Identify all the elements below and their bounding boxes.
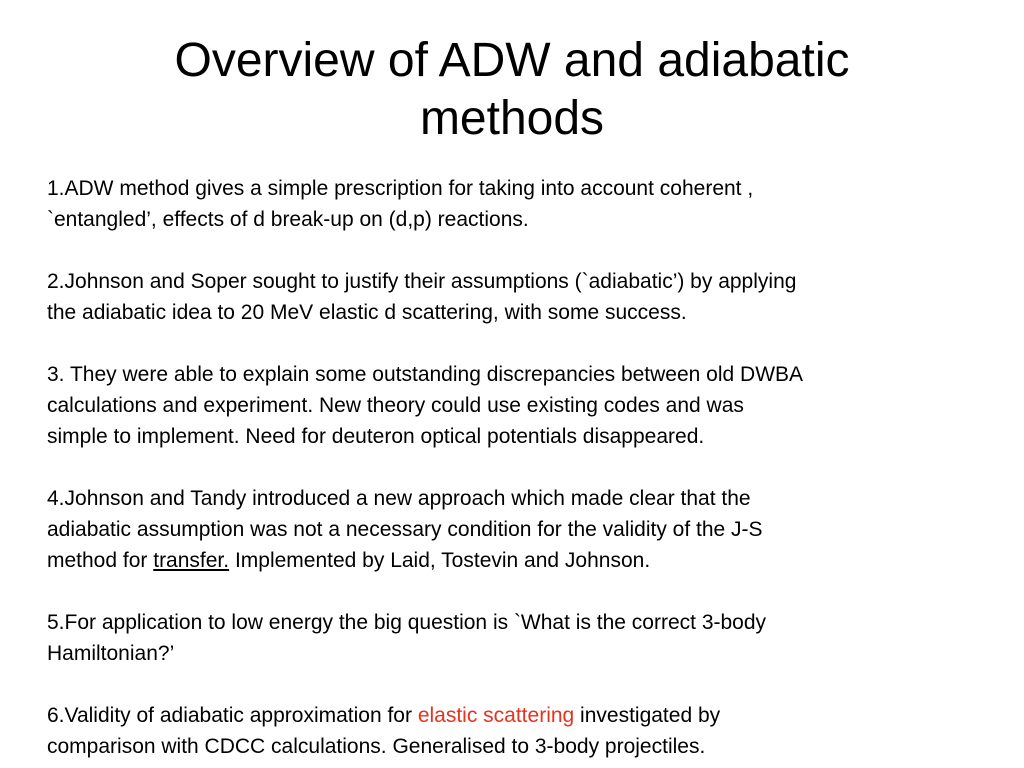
point-3-line-2: calculations and experiment. New theory could use existing codes and was	[47, 394, 744, 417]
elastic-scattering-highlight: elastic scattering	[417, 704, 575, 727]
point-1	[47, 173, 987, 235]
point-6-line-2: comparison with CDCC calculations. Generalised to 3-body projectiles.	[47, 735, 706, 758]
point-4-line-2: adiabatic assumption was not a necessary condition for the validity of the J-S	[47, 518, 763, 541]
point-6-line-1-prefix: 6.Validity of adiabatic approximation for	[47, 704, 418, 727]
title-line-1: Overview of ADW and adiabatic	[174, 34, 850, 87]
point-4-line-3	[47, 545, 987, 576]
point-3-line-3: simple to implement. Need for deuteron optical potentials disappeared.	[47, 425, 705, 448]
point-4-line-1: 4.Johnson and Tandy introduced a new approach which made clear that the	[47, 487, 751, 510]
point-2	[47, 266, 987, 328]
point-1-line-1: 1.ADW method gives a simple prescription for taking into account coherent ,	[47, 177, 754, 200]
point-4-line-3-suffix: Implemented by Laid, Tostevin and Johnson.	[229, 549, 651, 572]
point-3	[47, 359, 987, 452]
point-5-line-1: 5.For application to low energy the big question is `What is the correct 3-body	[47, 611, 767, 634]
point-5	[47, 607, 987, 669]
point-5-line-2: Hamiltonian?’	[47, 642, 175, 665]
point-4-line-3-prefix: method for	[47, 549, 154, 572]
transfer-underlined-word: transfer.	[153, 549, 230, 572]
point-4	[47, 483, 987, 576]
point-6	[47, 700, 987, 762]
point-2-line-1: 2.Johnson and Soper sought to justify their assumptions (`adiabatic’) by applying	[47, 270, 797, 293]
point-6-line-1-suffix: investigated by	[574, 704, 721, 727]
title-line-2: methods	[419, 92, 605, 145]
point-2-line-2: the adiabatic idea to 20 MeV elastic d scattering, with some success.	[47, 301, 687, 324]
slide-body	[47, 173, 987, 762]
slide-title	[60, 32, 964, 148]
point-1-line-2: `entangled’, effects of d break-up on (d,p) reactions.	[47, 208, 529, 231]
point-6-line-1	[47, 700, 987, 731]
point-3-line-1: 3. They were able to explain some outstanding discrepancies between old DWBA	[47, 363, 804, 386]
